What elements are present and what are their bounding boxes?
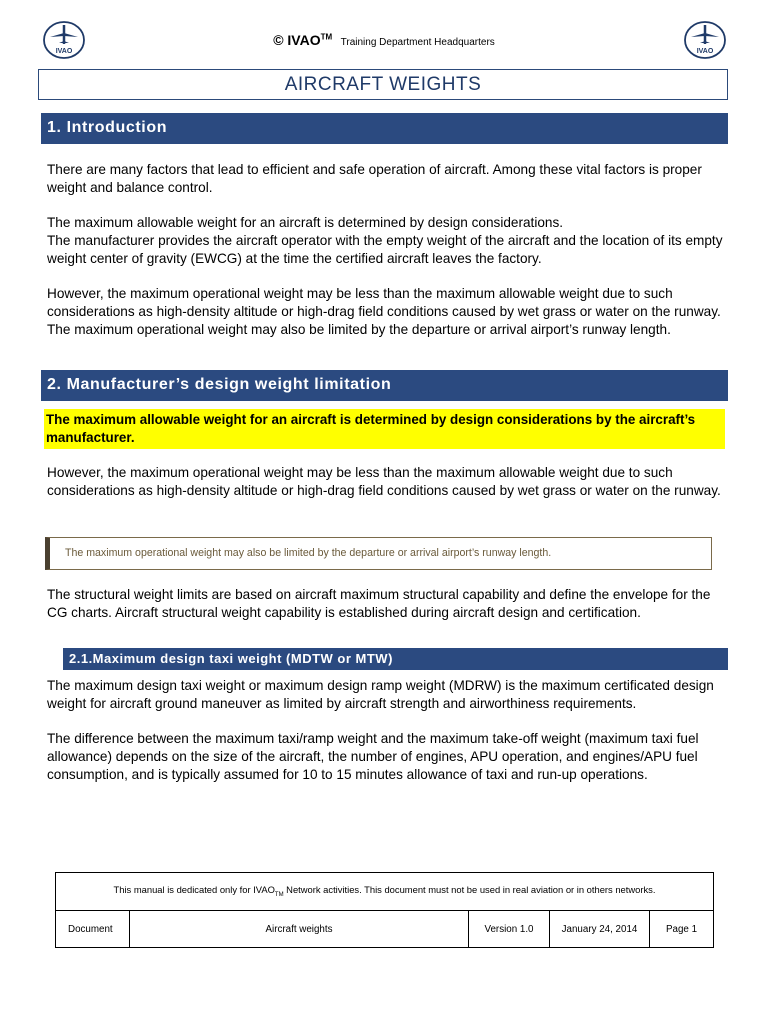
footer-document-title: Aircraft weights [130, 911, 469, 948]
footer-table [55, 872, 714, 948]
taxi-paragraph-1: The maximum design taxi weight or maximum design ramp weight (MDRW) is the maximum certificated design weight for aircraft ground maneuver as limited by aircraft strength and airworthiness requirements. [47, 678, 714, 711]
highlighted-statement: The maximum allowable weight for an aircraft is determined by design considerations by the aircraft’s manufacturer. [44, 409, 725, 449]
svg-text:IVAO: IVAO [55, 48, 73, 55]
section-heading-design-weight: 2. Manufacturer’s design weight limitation [41, 370, 728, 401]
footer-notice: This manual is dedicated only for $IVAO_{TM}$ Network activities. This document must not be used in real aviation or in others networks. [56, 873, 713, 911]
footer-page-number: Page 1 [665, 924, 698, 935]
intro-paragraph-3: The manufacturer provides the aircraft operator with the empty weight of the aircraft and the location of its empty weight center of gravity (EWCG) at the time the certified aircraft leaves the factory. [47, 233, 723, 266]
footer-info-row [56, 911, 713, 948]
page-header [0, 32, 768, 50]
department-name: Training Department Headquarters [340, 37, 495, 48]
taxi-paragraph-2: The difference between the maximum taxi/ramp weight and the maximum take-off weight (maximum taxi fuel allowance) depends on the size of the aircraft, the number of engines, APU operation, and engines/APU fuel consumption, and is typically assumed for 10 to 15 minutes allowance of taxi and run-up operations. [47, 731, 699, 782]
note-box: The maximum operational weight may also be limited by the departure or arrival airport’s runway length. [45, 537, 712, 570]
footer-document-label: Document [56, 911, 130, 948]
design-paragraph-1: However, the maximum operational weight may be less than the maximum allowable weight due to such considerations as high-density altitude or high-drag field conditions caused by wet grass or water on the runway. [47, 465, 721, 498]
document-title: AIRCRAFT WEIGHTS [38, 69, 728, 100]
footer-date: January 24, 2014 [550, 911, 650, 948]
intro-paragraph-2: The maximum allowable weight for an aircraft is determined by design considerations. [47, 215, 564, 230]
intro-paragraph-1: There are many factors that lead to efficient and safe operation of aircraft. Among these vital factors is proper weight and balance control. [47, 162, 702, 195]
svg-text:IVAO: IVAO [696, 48, 714, 55]
section-heading-introduction: 1. Introduction [41, 113, 728, 144]
brand-name: © IVAO™ [273, 32, 333, 48]
footer-version: Version 1.0 [469, 911, 550, 948]
intro-paragraph-4: However, the maximum operational weight may be less than the maximum allowable weight due to such considerations as high-density altitude or high-drag field conditions caused by wet grass or water on the runway. The maximum operational weight may also be limited by the departure or arrival airport’s runway length. [47, 286, 721, 337]
design-paragraph-2: The structural weight limits are based on aircraft maximum structural capability and define the envelope for the CG charts. Aircraft structural weight capability is established during aircraft design and certification. [47, 587, 711, 620]
subsection-heading-taxi-weight: 2.1.Maximum design taxi weight (MDTW or MTW) [63, 648, 728, 670]
